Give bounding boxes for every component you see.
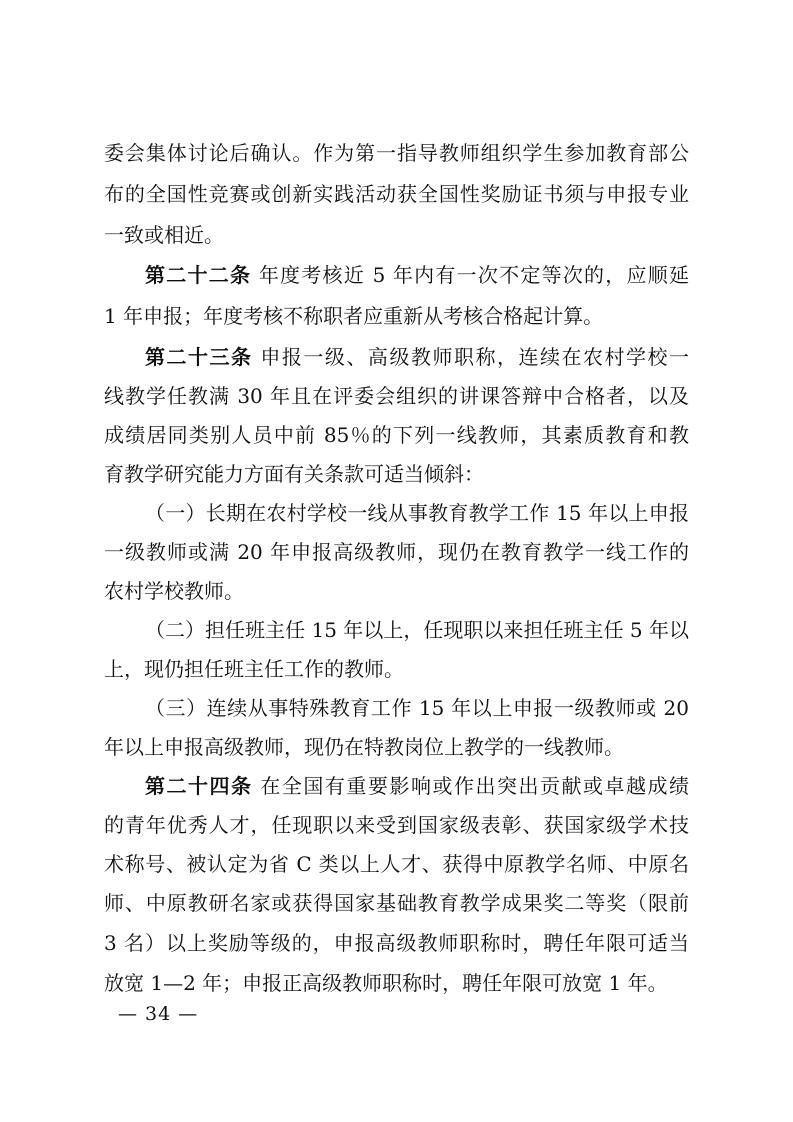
paragraph-line: 一级教师或满 20 年申报高级教师，现仍在教育教学一线工作的 — [104, 540, 689, 564]
paragraph-line: 布的全国性竞赛或创新实践活动获全国性奖励证书须与申报专业 — [104, 182, 689, 206]
paragraph-line: 师、中原教研名家或获得国家基础教育教学成果奖二等奖（限前 — [104, 891, 689, 915]
paragraph-line: 上，现仍担任班主任工作的教师。 — [104, 657, 404, 681]
article-text: 在全国有重要影响或作出突出贡献或卓越成绩 — [260, 774, 690, 798]
paragraph-line: 放宽 1—2 年；申报正高级教师职称时，聘任年限可放宽 1 年。 — [104, 971, 668, 995]
paragraph-line: 育教学研究能力方面有关条款可适当倾斜： — [104, 462, 484, 486]
paragraph-line: 一致或相近。 — [104, 223, 224, 247]
article-heading: 第二十三条 — [145, 345, 253, 369]
paragraph-line: 1 年申报；年度考核不称职者应重新从考核合格起计算。 — [104, 304, 604, 328]
paragraph-line: 术称号、被认定为省 C 类以上人才、获得中原教学名师、中原名 — [104, 852, 689, 876]
paragraph-line: 年以上申报高级教师，现仍在特教岗位上教学的一线教师。 — [104, 735, 624, 759]
article-22-line — [145, 262, 689, 288]
paragraph-line: 线教学任教满 30 年且在评委会组织的讲课答辩中合格者，以及 — [104, 384, 689, 408]
list-item-line: （二）担任班主任 15 年以上，任现职以来担任班主任 5 年以 — [145, 618, 689, 642]
paragraph-line: 的青年优秀人才，任现职以来受到国家级表彰、获国家级学术技 — [104, 813, 689, 837]
paragraph-line: 3 名）以上奖励等级的，申报高级教师职称时，聘任年限可适当 — [104, 931, 689, 955]
article-text: 年度考核近 5 年内有一次不定等次的，应顺延 — [258, 263, 690, 287]
page-number: — 34 — — [118, 1003, 199, 1025]
list-item-line: （三）连续从事特殊教育工作 15 年以上申报一级教师或 20 — [145, 696, 689, 720]
paragraph-line: 成绩居同类别人员中前 85％的下列一线教师，其素质教育和教 — [104, 423, 689, 447]
paragraph-line: 委会集体讨论后确认。作为第一指导教师组织学生参加教育部公 — [104, 141, 689, 165]
article-23-line — [145, 344, 689, 370]
article-heading: 第二十四条 — [145, 774, 253, 798]
article-heading: 第二十二条 — [145, 263, 252, 287]
article-text: 申报一级、高级教师职称，连续在农村学校一 — [260, 345, 690, 369]
list-item-line: （一）长期在农村学校一线从事教育教学工作 15 年以上申报 — [145, 501, 689, 525]
paragraph-line: 农村学校教师。 — [104, 579, 244, 603]
article-24-line — [145, 773, 689, 799]
